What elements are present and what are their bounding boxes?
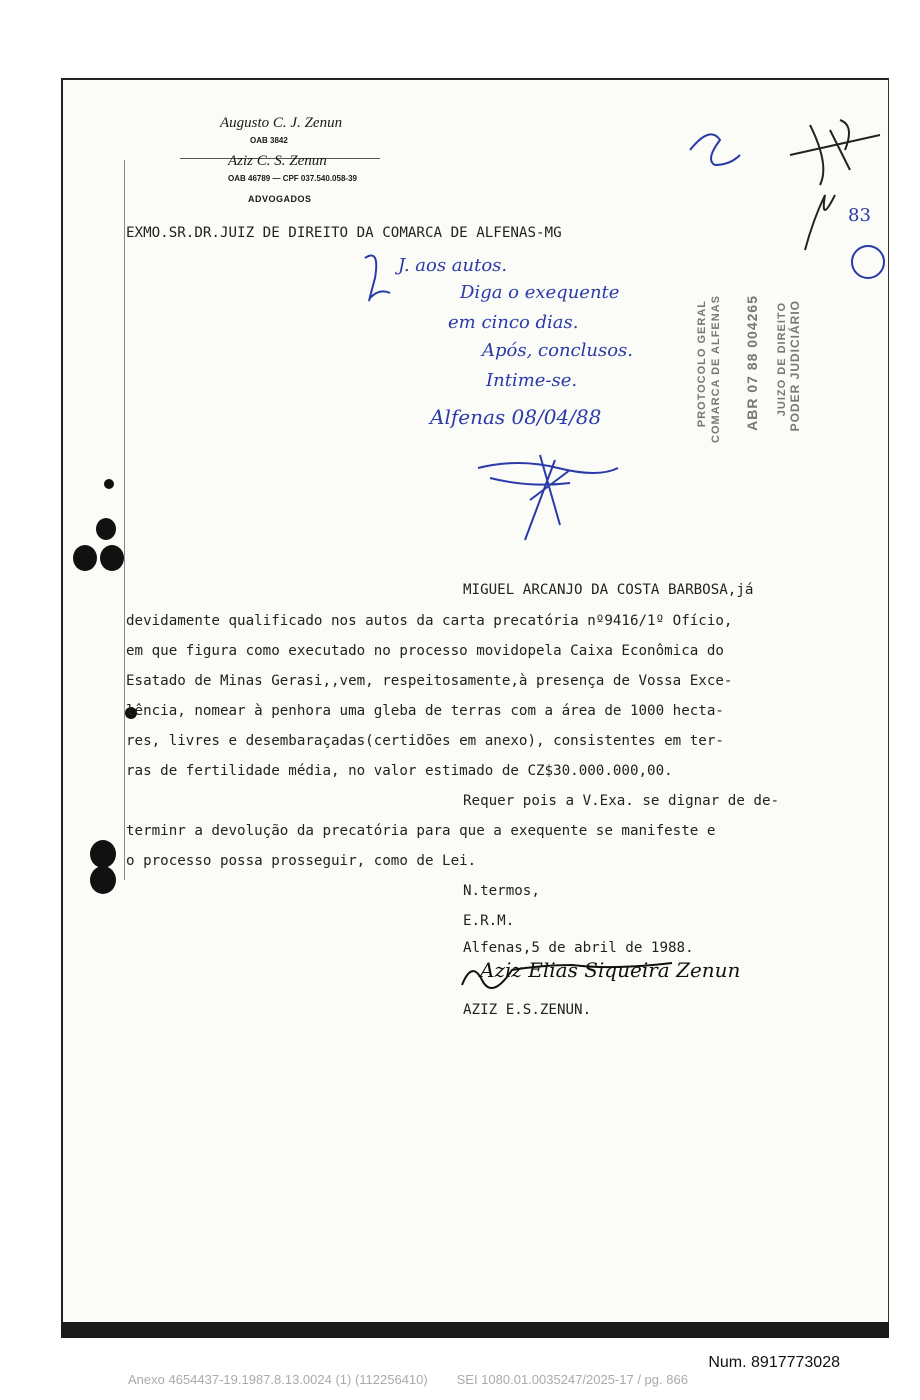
body-line: MIGUEL ARCANJO DA COSTA BARBOSA,já xyxy=(463,582,754,598)
body-line: lência, nomear à penhora uma gleba de terras com a área de 1000 hecta- xyxy=(126,703,724,719)
signature: Aziz Elias Siqueira Zenun xyxy=(480,958,741,982)
top-right-mark-icon xyxy=(790,120,880,185)
closing-date: Alfenas,5 de abril de 1988. xyxy=(463,940,694,956)
body-line: ras de fertilidade média, no valor estimado de CZ$30.000.000,00. xyxy=(126,763,673,779)
closing-line: N.termos, xyxy=(463,883,540,899)
rubric-mark-icon xyxy=(805,195,835,250)
letterhead-title: ADVOGADOS xyxy=(248,194,312,204)
punch-hole xyxy=(73,545,97,571)
letterhead-name-2: Aziz C. S. Zenun xyxy=(228,153,327,169)
margin-page-number: 83 xyxy=(848,205,871,226)
closing-line: E.R.M. xyxy=(463,913,515,929)
handwritten-flourish xyxy=(365,256,390,301)
letterhead-name-1: Augusto C. J. Zenun xyxy=(220,115,343,131)
body-line: Requer pois a V.Exa. se dignar de de- xyxy=(463,793,780,809)
stamp-line-1: PODER JUDICIÁRIO xyxy=(788,300,802,432)
addressee: EXMO.SR.DR.JUIZ DE DIREITO DA COMARCA DE ALFENAS-MG xyxy=(126,225,562,241)
scan-speck xyxy=(104,479,114,489)
handwritten-date: Alfenas 08/04/88 xyxy=(430,405,602,429)
stamp-line-5: PROTOCOLO GERAL xyxy=(696,300,708,428)
body-line: em que figura como executado no processo movidopela Caixa Econômica do xyxy=(126,643,724,659)
handwritten-note-2: Diga o exequente xyxy=(460,282,620,303)
circled-mark-icon xyxy=(852,246,884,278)
judge-initials xyxy=(478,455,618,540)
body-line: terminr a devolução da precatória para que a exequente se manifeste e xyxy=(126,823,716,839)
body-line: o processo possa prosseguir, como de Lei. xyxy=(126,853,477,869)
top-initials-icon xyxy=(690,134,740,165)
punch-hole xyxy=(90,866,116,894)
stamp-line-3: ABR 07 88 004265 xyxy=(744,295,760,431)
handwritten-note-4: Após, conclusos. xyxy=(482,340,634,361)
stamp-line-2: JUIZO DE DIREITO xyxy=(776,302,788,417)
handwritten-note-3: em cinco dias. xyxy=(448,312,579,333)
footer-reference: Anexo 4654437-19.1987.8.13.0024 (1) (112256410) SEI 1080.01.0035247/2025-17 / pg. 866 xyxy=(128,1372,688,1387)
signer-name: AZIZ E.S.ZENUN. xyxy=(463,1002,592,1018)
document-number: Num. 8917773028 xyxy=(708,1354,840,1371)
body-line: Esatado de Minas Gerasi,,vem, respeitosamente,à presença de Vossa Exce- xyxy=(126,673,733,689)
punch-hole xyxy=(96,518,116,540)
letterhead-oab-1: OAB 3842 xyxy=(250,136,288,145)
punch-hole xyxy=(90,840,116,868)
stamp-line-4: COMARCA DE ALFENAS xyxy=(710,295,722,443)
body-line: devidamente qualificado nos autos da carta precatória nº9416/1º Ofício, xyxy=(126,613,733,629)
punch-hole xyxy=(100,545,124,571)
letterhead-oab-2: OAB 46789 — CPF 037.540.058-39 xyxy=(228,174,357,183)
handwritten-note-5: Intime-se. xyxy=(486,370,578,391)
handwritten-note-1: J. aos autos. xyxy=(398,255,508,276)
body-line: res, livres e desembaraçadas(certidões em anexo), consistentes em ter- xyxy=(126,733,724,749)
